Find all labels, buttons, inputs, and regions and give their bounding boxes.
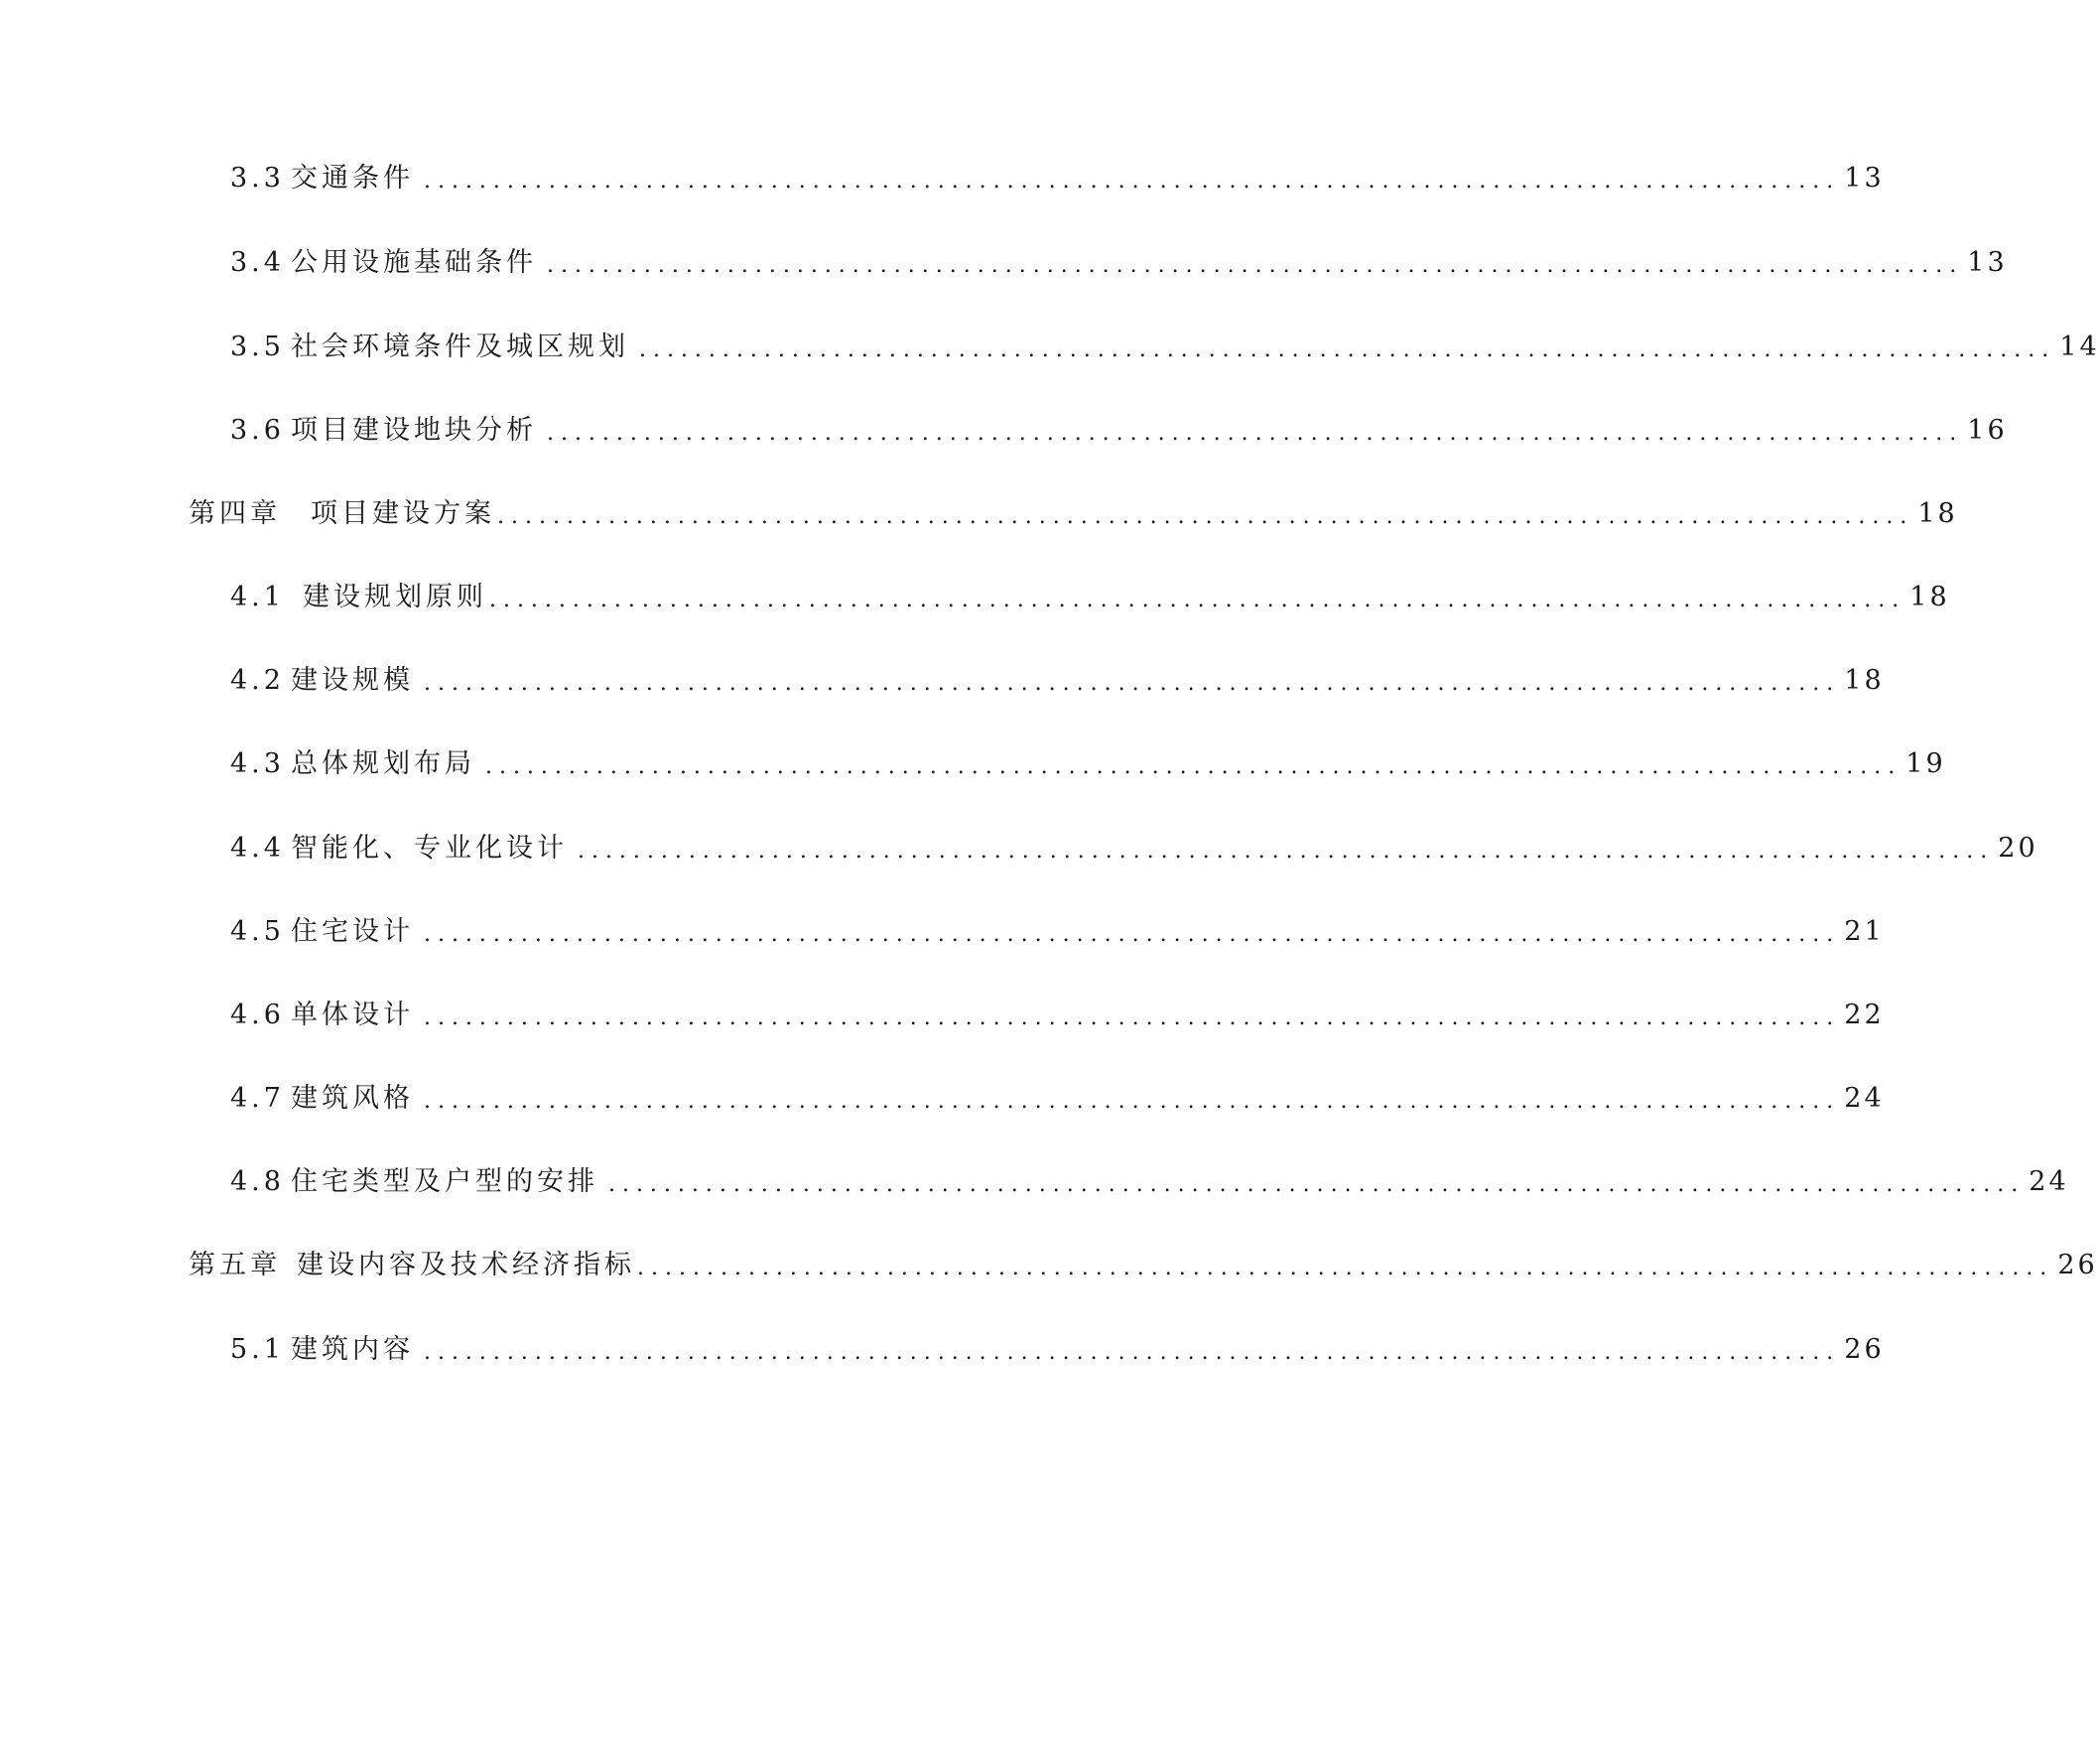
entry-label: [230, 1079, 414, 1119]
dot-leader: ......................................................................................................: [423, 1089, 1841, 1114]
entry-number: 4.7: [230, 1083, 285, 1114]
entry-number: 4.6: [230, 1000, 285, 1030]
entry-page-number: 26: [1844, 1334, 1885, 1365]
dot-leader: ......................................................................................................: [607, 1172, 2026, 1197]
entry-page-number: 26: [2057, 1250, 2098, 1280]
dot-leader: ......................................................................................................: [637, 1256, 2054, 1280]
entry-number: 第五章: [189, 1250, 281, 1280]
entry-label: [230, 996, 414, 1035]
toc-entry-5-1[interactable]: [230, 1330, 1885, 1370]
entry-title: 交通条件: [290, 163, 414, 194]
entry-page-number: 21: [1844, 916, 1885, 947]
entry-title: 建筑内容: [290, 1334, 414, 1365]
entry-page-number: 22: [1844, 1000, 1885, 1030]
entry-page-number: 18: [1917, 498, 1958, 529]
toc-entry-chapter-5[interactable]: [189, 1246, 2098, 1285]
toc-entry-4-1[interactable]: [230, 578, 1950, 617]
entry-title: 智能化、专业化设计: [290, 833, 568, 864]
entry-number: 4.4: [230, 833, 285, 864]
toc-entry-3-5[interactable]: [230, 328, 2100, 367]
entry-label: [230, 578, 487, 617]
entry-label: [230, 1162, 598, 1202]
entry-page-number: 16: [1967, 415, 2008, 446]
entry-number: 4.8: [230, 1166, 285, 1197]
dot-leader: ......................................................................................................: [546, 421, 1964, 446]
entry-title: 住宅类型及户型的安排: [290, 1166, 598, 1197]
entry-label: [230, 328, 629, 367]
entry-label: [189, 1246, 635, 1285]
toc-entry-4-4[interactable]: [230, 829, 2038, 869]
entry-label: [230, 912, 414, 952]
dot-leader: ......................................................................................................: [423, 1005, 1841, 1030]
entry-title: 项目建设地块分析: [290, 415, 537, 446]
toc-entry-4-5[interactable]: [230, 912, 1885, 952]
entry-label: [189, 494, 495, 534]
entry-page-number: 24: [2029, 1166, 2069, 1197]
entry-number: 4.1: [230, 582, 285, 612]
entry-number: 4.3: [230, 748, 285, 779]
toc-entry-4-7[interactable]: [230, 1079, 1885, 1119]
entry-number: 3.4: [230, 247, 285, 278]
entry-label: [230, 661, 414, 701]
entry-title: 总体规划布局: [290, 748, 475, 779]
dot-leader: ......................................................................................................: [577, 839, 1995, 864]
dot-leader: ......................................................................................................: [638, 337, 2056, 362]
entry-page-number: 18: [1909, 582, 1950, 612]
entry-number: 4.5: [230, 916, 285, 947]
toc-entry-4-3[interactable]: [230, 744, 1946, 784]
entry-title: 单体设计: [290, 1000, 414, 1030]
toc-entry-3-6[interactable]: [230, 411, 2008, 451]
entry-number: 5.1: [230, 1334, 285, 1365]
toc-entry-4-6[interactable]: [230, 996, 1885, 1035]
toc-entry-4-8[interactable]: [230, 1162, 2069, 1202]
entry-label: [230, 411, 537, 451]
toc-entry-3-3[interactable]: [230, 159, 1885, 199]
toc-entry-3-4[interactable]: [230, 243, 2008, 283]
entry-label: [230, 243, 537, 283]
entry-page-number: 18: [1844, 665, 1885, 696]
entry-label: [230, 744, 475, 784]
dot-leader: ......................................................................................................: [484, 754, 1903, 779]
entry-number: 3.6: [230, 415, 285, 446]
toc-entry-4-2[interactable]: [230, 661, 1885, 701]
dot-leader: ......................................................................................................: [423, 922, 1841, 947]
dot-leader: ......................................................................................................: [423, 169, 1841, 194]
entry-number: 4.2: [230, 665, 285, 696]
entry-label: [230, 829, 568, 869]
dot-leader: ......................................................................................................: [423, 1340, 1841, 1365]
dot-leader: ......................................................................................................: [497, 504, 1914, 529]
dot-leader: ......................................................................................................: [546, 253, 1964, 278]
entry-page-number: 14: [2059, 332, 2100, 362]
entry-number: 3.3: [230, 163, 285, 194]
entry-page-number: 20: [1998, 833, 2038, 864]
entry-title: 建设规模: [290, 665, 414, 696]
entry-page-number: 19: [1905, 748, 1946, 779]
entry-page-number: 13: [1967, 247, 2008, 278]
entry-title: 公用设施基础条件: [290, 247, 537, 278]
entry-page-number: 24: [1844, 1083, 1885, 1114]
entry-label: [230, 159, 414, 199]
entry-title: 建设内容及技术经济指标: [297, 1250, 635, 1280]
entry-page-number: 13: [1844, 163, 1885, 194]
entry-title: 建筑风格: [290, 1083, 414, 1114]
dot-leader: ......................................................................................................: [488, 588, 1906, 612]
entry-title: 社会环境条件及城区规划: [290, 332, 629, 362]
entry-label: [230, 1330, 414, 1370]
entry-title: 住宅设计: [290, 916, 414, 947]
entry-title: 项目建设方案: [311, 498, 495, 529]
entry-title: 建设规划原则: [302, 582, 487, 612]
entry-number: 第四章: [189, 498, 281, 529]
dot-leader: ......................................................................................................: [423, 671, 1841, 696]
toc-entry-chapter-4[interactable]: [189, 494, 1958, 534]
entry-number: 3.5: [230, 332, 285, 362]
